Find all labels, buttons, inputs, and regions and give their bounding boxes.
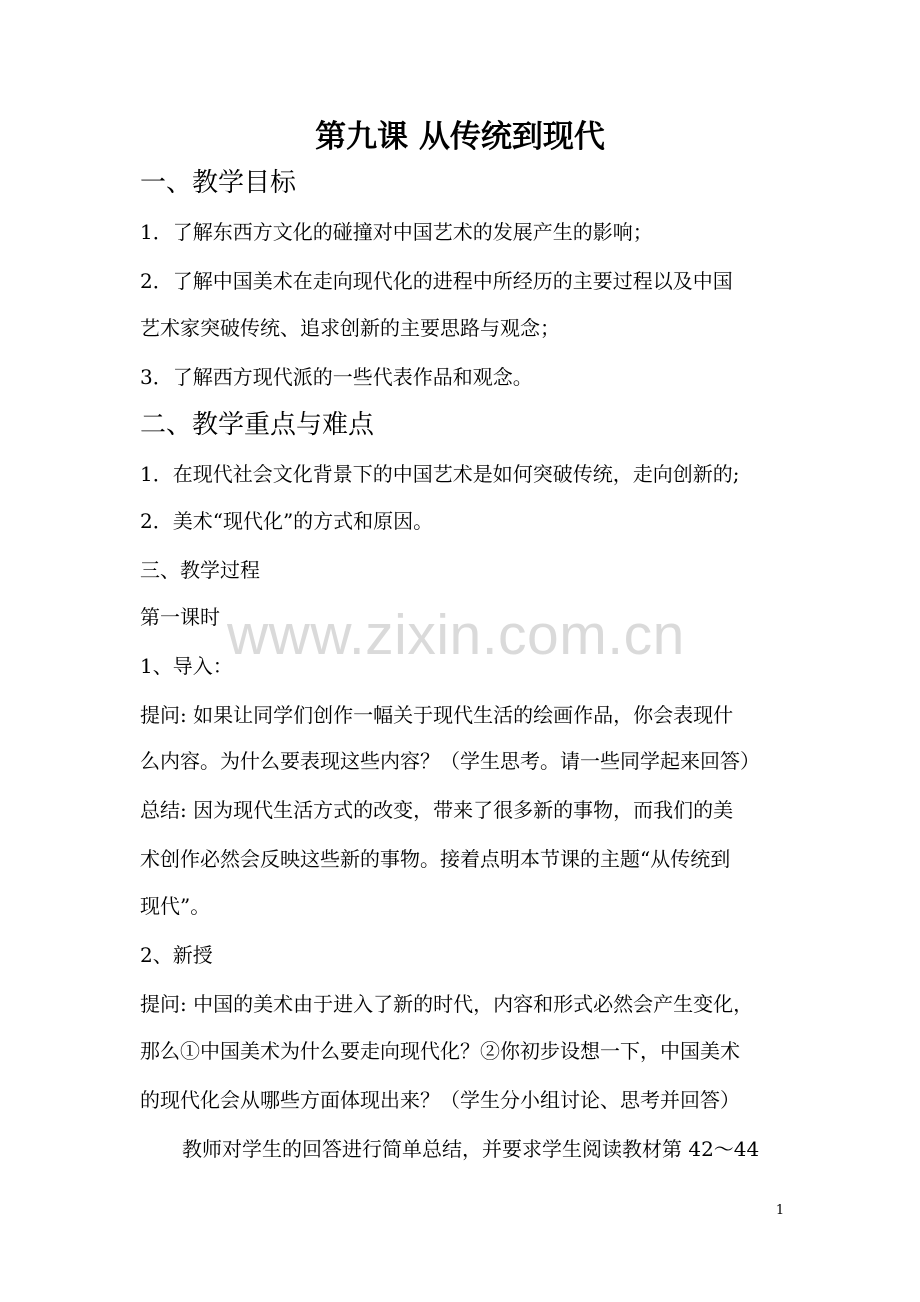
page-title: 第九课 从传统到现代 (315, 119, 605, 155)
question2-line-1: 提问: 中国的美术由于进入了新的时代，内容和形式必然会产生变化， (140, 992, 754, 1016)
section-heading-key-points: 二、教学重点与难点 (140, 410, 375, 440)
watermark-text: www.zixin.com.cn (227, 603, 685, 667)
new-lesson-label: 2、新授 (140, 943, 213, 967)
intro-label: 1、导入： (140, 654, 233, 678)
objective-3: 3．了解西方现代派的一些代表作品和观念。 (140, 365, 533, 389)
summary-line-3: 现代”。 (140, 894, 211, 918)
key-point-1: 1．在现代社会文化背景下的中国艺术是如何突破传统，走向创新的; (140, 462, 740, 486)
objective-1: 1．了解东西方文化的碰撞对中国艺术的发展产生的影响； (140, 220, 653, 244)
lesson-label: 第一课时 (140, 605, 220, 629)
summary-line-2: 术创作必然会反映这些新的事物。接着点明本节课的主题“从传统到 (140, 847, 731, 871)
section-heading-process: 三、教学过程 (140, 558, 260, 582)
summary-line-1: 总结: 因为现代生活方式的改变，带来了很多新的事物，而我们的美 (140, 798, 734, 822)
question2-line-3: 的现代化会从哪些方面体现出来？（学生分小组讨论、思考并回答） (140, 1088, 740, 1112)
key-point-2: 2．美术“现代化”的方式和原因。 (140, 509, 434, 533)
page-number: 1 (775, 1203, 785, 1218)
question2-line-2: 那么①中国美术为什么要走向现代化？②你初步设想一下，中国美术 (140, 1039, 740, 1063)
question-line-2: 么内容。为什么要表现这些内容？（学生思考。请一些同学起来回答） (140, 749, 760, 773)
section-heading-objectives: 一、教学目标 (140, 168, 297, 198)
teacher-summary-line: 教师对学生的回答进行简单总结，并要求学生阅读教材第 42～44 (182, 1137, 760, 1161)
question-line-1: 提问: 如果让同学们创作一幅关于现代生活的绘画作品，你会表现什 (140, 703, 734, 727)
objective-2-cont: 艺术家突破传统、追求创新的主要思路与观念； (140, 316, 560, 340)
objective-2: 2．了解中国美术在走向现代化的进程中所经历的主要过程以及中国 (140, 269, 733, 293)
